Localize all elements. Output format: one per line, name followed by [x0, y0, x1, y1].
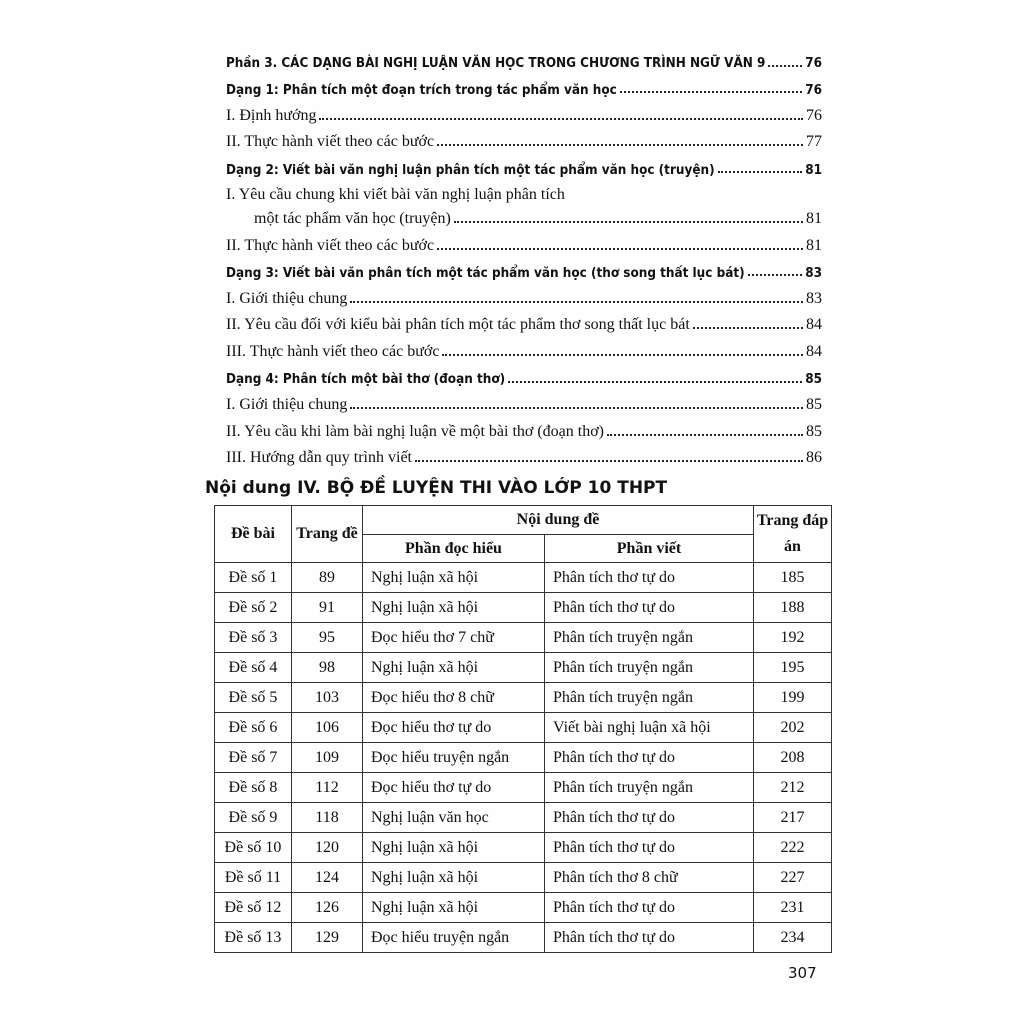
toc-entry [226, 360, 822, 387]
table-cell-doc-hieu: Nghị luận xã hội [363, 653, 545, 683]
toc-entry [226, 150, 822, 177]
toc-entry [226, 124, 822, 151]
table-cell-doc-hieu: Nghị luận xã hội [363, 563, 545, 593]
table-cell-trang: 95 [292, 623, 363, 653]
table-cell-dap-an: 195 [754, 653, 832, 683]
dot-leader [693, 327, 803, 329]
table-cell-doc-hieu: Đọc hiểu thơ tự do [363, 713, 545, 743]
table-cell-trang: 124 [292, 863, 363, 893]
dot-leader [620, 91, 802, 93]
toc-entry [226, 71, 822, 98]
toc-entry [226, 307, 822, 334]
toc-entry [226, 440, 822, 467]
table-cell-trang: 126 [292, 893, 363, 923]
toc-entry-page: 84 [806, 342, 822, 360]
table-row [215, 803, 832, 833]
table-cell-doc-hieu: Nghị luận xã hội [363, 863, 545, 893]
table-cell-viet: Viết bài nghị luận xã hội [545, 713, 754, 743]
table-cell-de: Đề số 11 [215, 863, 292, 893]
toc-entry-text: Dạng 3: Viết bài văn phân tích một tác phẩm văn học (thơ song thất lục bát) [226, 265, 745, 281]
toc-entry-text: I. Giới thiệu chung [226, 289, 348, 307]
toc-entry-page: 84 [806, 316, 822, 334]
table-cell-dap-an: 217 [754, 803, 832, 833]
table-cell-de: Đề số 1 [215, 563, 292, 593]
table-cell-viet: Phân tích thơ 8 chữ [545, 863, 754, 893]
toc-entry-page: 81 [805, 162, 822, 178]
table-cell-doc-hieu: Đọc hiểu truyện ngắn [363, 923, 545, 953]
table-cell-trang: 109 [292, 743, 363, 773]
table-cell-dap-an: 227 [754, 863, 832, 893]
toc-entry-page: 81 [806, 209, 822, 227]
dot-leader [748, 274, 803, 276]
dot-leader [768, 65, 802, 67]
table-cell-viet: Phân tích truyện ngắn [545, 653, 754, 683]
dot-leader [607, 434, 803, 436]
table-cell-de: Đề số 3 [215, 623, 292, 653]
dot-leader [442, 354, 803, 356]
table-cell-dap-an: 222 [754, 833, 832, 863]
table-row [215, 623, 832, 653]
header-de-bai: Đề bài [215, 506, 292, 563]
table-cell-trang: 91 [292, 593, 363, 623]
table-row [215, 563, 832, 593]
dot-leader [454, 221, 803, 223]
table-cell-doc-hieu: Đọc hiểu thơ 7 chữ [363, 623, 545, 653]
table-cell-viet: Phân tích truyện ngắn [545, 683, 754, 713]
table-row [215, 923, 832, 953]
table-cell-de: Đề số 6 [215, 713, 292, 743]
toc-entry-page: 83 [806, 289, 822, 307]
toc-entry [226, 413, 822, 440]
table-row [215, 713, 832, 743]
header-phan-viet: Phần viết [545, 535, 754, 563]
table-cell-doc-hieu: Đọc hiểu thơ tự do [363, 773, 545, 803]
header-noi-dung-de: Nội dung đề [363, 506, 754, 535]
toc-entry-text: III. Thực hành viết theo các bước [226, 342, 440, 360]
table-cell-de: Đề số 9 [215, 803, 292, 833]
toc-entry-text: Phần 3. CÁC DẠNG BÀI NGHỊ LUẬN VĂN HỌC TRONG CHƯƠNG TRÌNH NGỮ VĂN 9 [226, 56, 766, 72]
table-cell-de: Đề số 4 [215, 653, 292, 683]
table-cell-doc-hieu: Nghị luận xã hội [363, 833, 545, 863]
toc-entry-page: 83 [805, 265, 822, 281]
table-cell-doc-hieu: Nghị luận xã hội [363, 893, 545, 923]
table-row [215, 833, 832, 863]
table-row [215, 593, 832, 623]
table-cell-trang: 129 [292, 923, 363, 953]
table-cell-viet: Phân tích thơ tự do [545, 803, 754, 833]
toc-entry-text: III. Hướng dẫn quy trình viết [226, 449, 412, 467]
header-phan-doc-hieu: Phần đọc hiểu [363, 535, 545, 563]
dot-leader [350, 301, 803, 303]
toc-entry [226, 97, 822, 124]
table-cell-trang: 120 [292, 833, 363, 863]
table-cell-dap-an: 208 [754, 743, 832, 773]
header-trang-de: Trang đề [292, 506, 363, 563]
toc-entry-text: Dạng 4: Phân tích một bài thơ (đoạn thơ) [226, 372, 506, 388]
toc-entry [226, 177, 822, 227]
header-trang-dap-an: Trang đáp án [754, 506, 832, 563]
table-cell-viet: Phân tích thơ tự do [545, 743, 754, 773]
toc-entry-text: I. Định hướng [226, 106, 317, 124]
table-cell-de: Đề số 2 [215, 593, 292, 623]
table-cell-de: Đề số 5 [215, 683, 292, 713]
section-heading: Nội dung IV. BỘ ĐỀ LUYỆN THI VÀO LỚP 10 THPT [205, 478, 668, 498]
dot-leader [350, 407, 803, 409]
table-row [215, 653, 832, 683]
table-cell-de: Đề số 13 [215, 923, 292, 953]
table-cell-doc-hieu: Nghị luận xã hội [363, 593, 545, 623]
table-cell-dap-an: 185 [754, 563, 832, 593]
dot-leader [437, 144, 803, 146]
table-cell-de: Đề số 12 [215, 893, 292, 923]
table-cell-viet: Phân tích truyện ngắn [545, 773, 754, 803]
toc-entry-page: 77 [806, 133, 822, 151]
table-cell-viet: Phân tích thơ tự do [545, 893, 754, 923]
toc-entry [226, 44, 822, 71]
table-cell-trang: 112 [292, 773, 363, 803]
table-cell-doc-hieu: Nghị luận văn học [363, 803, 545, 833]
toc-entry-text: II. Yêu cầu khi làm bài nghị luận về một bài thơ (đoạn thơ) [226, 422, 605, 440]
toc-entry [226, 254, 822, 281]
toc-entry-text: II. Thực hành viết theo các bước [226, 133, 435, 151]
toc-entry [226, 387, 822, 414]
dot-leader [415, 460, 803, 462]
toc-entry-page: 76 [805, 82, 822, 98]
table-cell-de: Đề số 10 [215, 833, 292, 863]
table-row [215, 773, 832, 803]
dot-leader [319, 118, 803, 120]
table-cell-viet: Phân tích thơ tự do [545, 923, 754, 953]
table-cell-dap-an: 212 [754, 773, 832, 803]
table-row [215, 683, 832, 713]
toc-entry-text: Dạng 2: Viết bài văn nghị luận phân tích một tác phẩm văn học (truyện) [226, 162, 715, 178]
table-row [215, 863, 832, 893]
dot-leader [718, 171, 803, 173]
toc-entry-text: II. Thực hành viết theo các bước [226, 236, 435, 254]
toc-entry-text: I. Yêu cầu chung khi viết bài văn nghị luận phân tích [226, 185, 565, 203]
toc-entry-text: I. Giới thiệu chung [226, 396, 348, 414]
table-cell-viet: Phân tích truyện ngắn [545, 623, 754, 653]
toc-entry-text-cont: một tác phẩm văn học (truyện) [254, 209, 451, 227]
toc-entry-page: 85 [806, 396, 822, 414]
toc-entry-page: 81 [806, 236, 822, 254]
table-cell-dap-an: 231 [754, 893, 832, 923]
dot-leader [508, 381, 802, 383]
table-cell-dap-an: 192 [754, 623, 832, 653]
dot-leader [437, 248, 803, 250]
table-cell-doc-hieu: Đọc hiểu thơ 8 chữ [363, 683, 545, 713]
toc-entry-page: 85 [806, 422, 822, 440]
table-cell-dap-an: 202 [754, 713, 832, 743]
table-cell-viet: Phân tích thơ tự do [545, 593, 754, 623]
table-cell-trang: 118 [292, 803, 363, 833]
table-cell-dap-an: 199 [754, 683, 832, 713]
table-of-contents [226, 44, 822, 466]
toc-entry-text: Dạng 1: Phân tích một đoạn trích trong tác phẩm văn học [226, 82, 617, 98]
table-cell-trang: 106 [292, 713, 363, 743]
toc-entry-page: 76 [806, 106, 822, 124]
table-cell-dap-an: 188 [754, 593, 832, 623]
toc-entry-text: II. Yêu cầu đối với kiểu bài phân tích một tác phẩm thơ song thất lục bát [226, 316, 690, 334]
toc-entry [226, 227, 822, 254]
table-cell-viet: Phân tích thơ tự do [545, 563, 754, 593]
table-cell-trang: 103 [292, 683, 363, 713]
table-cell-doc-hieu: Đọc hiểu truyện ngắn [363, 743, 545, 773]
table-cell-de: Đề số 7 [215, 743, 292, 773]
toc-entry-page: 85 [805, 372, 822, 388]
toc-entry-page: 86 [806, 449, 822, 467]
table-cell-trang: 89 [292, 563, 363, 593]
toc-entry-page: 76 [805, 56, 822, 72]
table-cell-de: Đề số 8 [215, 773, 292, 803]
table-cell-dap-an: 234 [754, 923, 832, 953]
table-cell-trang: 98 [292, 653, 363, 683]
table-cell-viet: Phân tích thơ tự do [545, 833, 754, 863]
table-row [215, 893, 832, 923]
toc-entry [226, 280, 822, 307]
page-number: 307 [788, 964, 817, 982]
toc-entry [226, 333, 822, 360]
exam-table [214, 505, 832, 953]
table-row [215, 743, 832, 773]
